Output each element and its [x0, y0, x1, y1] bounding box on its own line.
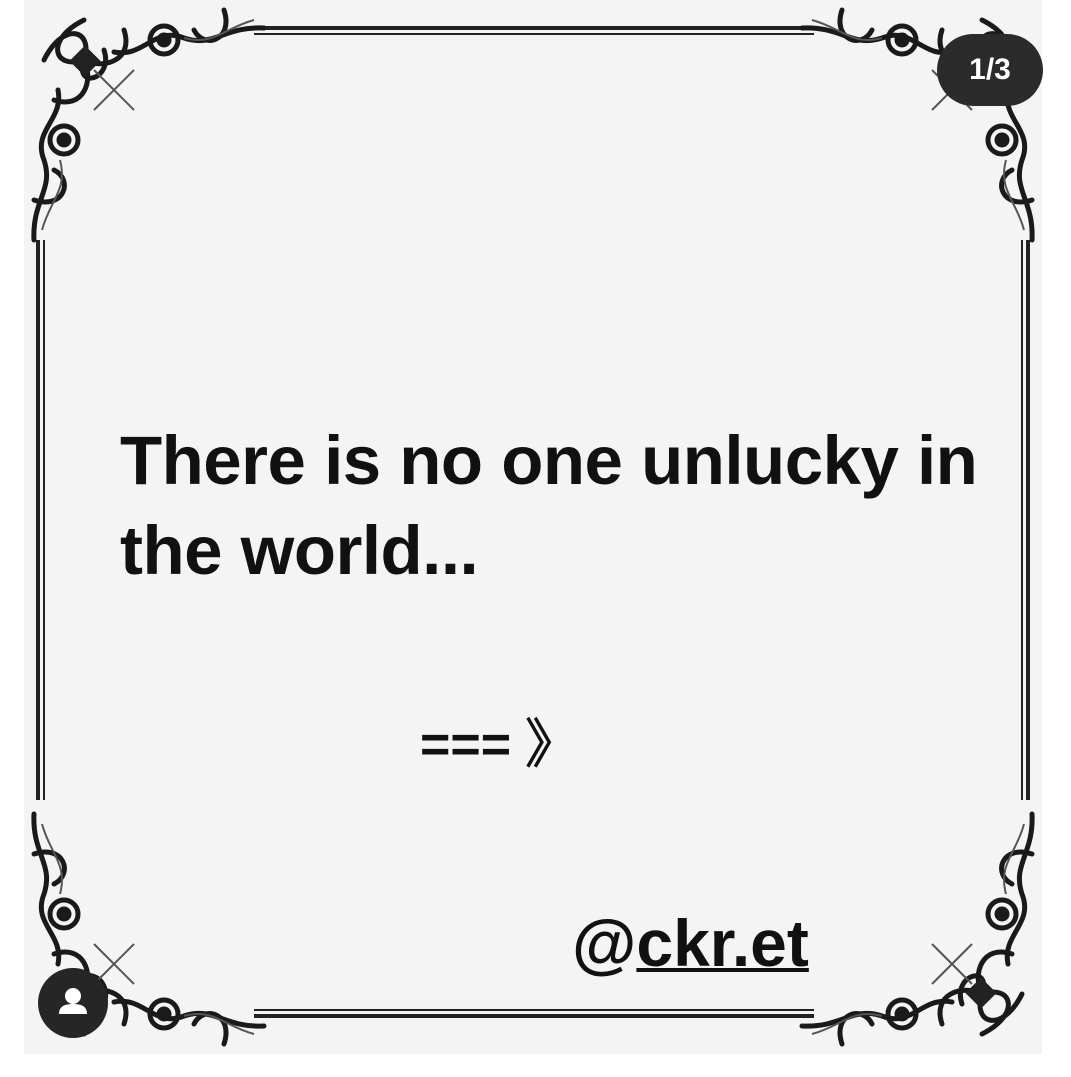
- author-handle: [572, 905, 809, 981]
- person-icon: [38, 968, 108, 1038]
- handle-name: ckr.et: [636, 906, 809, 980]
- tagged-people-button[interactable]: [38, 968, 108, 1038]
- quote-text: There is no one unlucky in the world...: [120, 422, 978, 589]
- carousel-counter: 1/3: [937, 34, 1043, 106]
- post-image[interactable]: [24, 0, 1042, 1054]
- next-arrow-text: === 》: [420, 716, 578, 774]
- handle-at: @: [572, 906, 637, 980]
